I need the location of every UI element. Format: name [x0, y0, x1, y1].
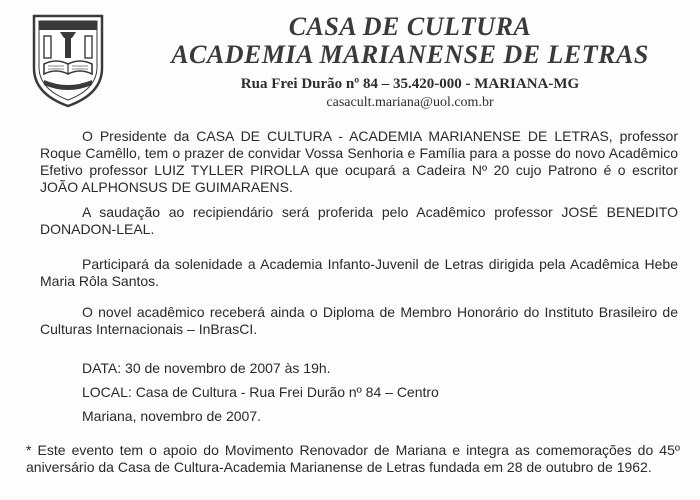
event-date: DATA: 30 de novembro de 2007 às 19h. [82, 360, 331, 376]
diploma-paragraph: O novel acadêmico receberá ainda o Diploma de Membro Honorário do Instituto Brasileiro de Culturas Internacionais – InBrasCI. [40, 304, 678, 337]
institution-title: CASA DE CULTURA [288, 12, 532, 41]
participation-paragraph: Participará da solenidade a Academia Infanto-Juvenil de Letras dirigida pela Acadêmica Hebe Maria Rôla Santos. [40, 256, 678, 289]
academy-title: ACADEMIA MARIANENSE DE LETRAS [171, 40, 649, 69]
greeting-paragraph: A saudação ao recipiendário será proferida pelo Acadêmico professor JOSÉ BENEDITO DONADON-LEAL. [40, 204, 678, 237]
event-location: LOCAL: Casa de Cultura - Rua Frei Durão nº 84 – Centro [82, 384, 439, 400]
email: casacult.mariana@uol.com.br [326, 95, 494, 110]
address: Rua Frei Durão nº 84 – 35.420-000 - MARIANA-MG [240, 76, 580, 92]
footnote: * Este evento tem o apoio do Movimento Renovador de Mariana e integra as comemorações do 45º aniversário da Casa de Cultura-Academia Marianense de Letras fundada em 28 de outubro de 1962. [26, 442, 680, 475]
academy-crest-icon [30, 10, 106, 110]
place-and-date: Mariana, novembro de 2007. [82, 408, 261, 424]
invitation-paragraph: O Presidente da CASA DE CULTURA - ACADEMIA MARIANENSE DE LETRAS, professor Roque Camêllo, tem o prazer de convidar Vossa Senhoria e Família para a posse do novo Acadêmico Efetivo professor LUIZ TYLLER PIROLLA que ocupará a Cadeira Nº 20 cujo Patrono é o escritor JOÃO ALPHONSUS DE GUIMARAENS. [40, 128, 678, 195]
